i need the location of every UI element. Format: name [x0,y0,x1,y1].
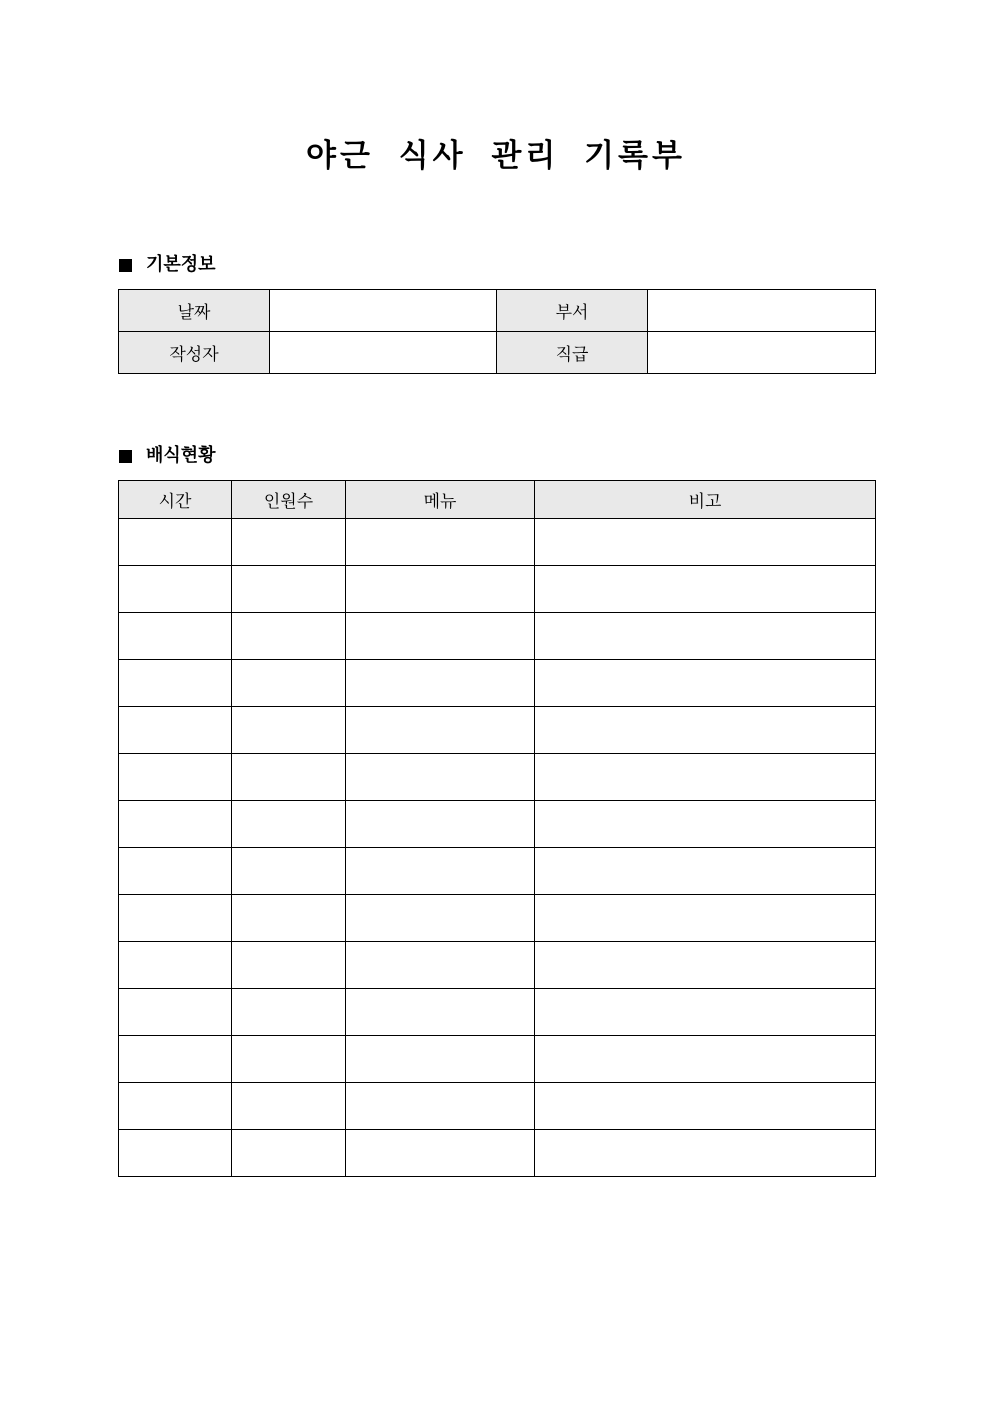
table-row [119,660,876,707]
time-cell[interactable] [119,1036,232,1083]
headcount-cell[interactable] [232,613,346,660]
menu-cell[interactable] [346,613,535,660]
square-bullet-icon [119,259,132,272]
menu-cell[interactable] [346,895,535,942]
menu-cell[interactable] [346,1036,535,1083]
headcount-cell[interactable] [232,942,346,989]
menu-cell[interactable] [346,1083,535,1130]
column-header-remarks: 비고 [535,481,876,519]
time-cell[interactable] [119,519,232,566]
time-cell[interactable] [119,660,232,707]
column-header-time: 시간 [119,481,232,519]
time-cell[interactable] [119,801,232,848]
headcount-cell[interactable] [232,1130,346,1177]
menu-cell[interactable] [346,1130,535,1177]
meal-status-table [118,480,876,1177]
position-label: 직급 [497,332,648,374]
menu-cell[interactable] [346,848,535,895]
basic-info-row [119,332,876,374]
table-row [119,895,876,942]
menu-cell[interactable] [346,754,535,801]
department-label: 부서 [497,290,648,332]
remarks-cell[interactable] [535,895,876,942]
basic-info-row [119,290,876,332]
meal-status-heading [119,444,216,468]
table-row [119,707,876,754]
headcount-cell[interactable] [232,801,346,848]
date-field[interactable] [270,290,497,332]
remarks-cell[interactable] [535,801,876,848]
remarks-cell[interactable] [535,613,876,660]
table-row [119,754,876,801]
basic-info-heading-label: 기본정보 [146,254,216,275]
basic-info-table [118,289,876,374]
table-row [119,1036,876,1083]
remarks-cell[interactable] [535,566,876,613]
time-cell[interactable] [119,989,232,1036]
table-header-row [119,481,876,519]
time-cell[interactable] [119,566,232,613]
remarks-cell[interactable] [535,519,876,566]
menu-cell[interactable] [346,519,535,566]
headcount-cell[interactable] [232,754,346,801]
remarks-cell[interactable] [535,942,876,989]
meal-status-heading-label: 배식현황 [146,445,216,466]
remarks-cell[interactable] [535,707,876,754]
table-row [119,566,876,613]
menu-cell[interactable] [346,660,535,707]
headcount-cell[interactable] [232,848,346,895]
time-cell[interactable] [119,1083,232,1130]
date-label: 날짜 [119,290,270,332]
menu-cell[interactable] [346,566,535,613]
headcount-cell[interactable] [232,895,346,942]
time-cell[interactable] [119,895,232,942]
table-row [119,1083,876,1130]
time-cell[interactable] [119,754,232,801]
remarks-cell[interactable] [535,660,876,707]
remarks-cell[interactable] [535,848,876,895]
column-header-menu: 메뉴 [346,481,535,519]
author-field[interactable] [270,332,497,374]
remarks-cell[interactable] [535,1083,876,1130]
time-cell[interactable] [119,942,232,989]
headcount-cell[interactable] [232,1036,346,1083]
menu-cell[interactable] [346,707,535,754]
remarks-cell[interactable] [535,1130,876,1177]
department-field[interactable] [648,290,876,332]
time-cell[interactable] [119,707,232,754]
meal-status-rows [119,519,876,1177]
table-row [119,519,876,566]
column-header-headcount: 인원수 [232,481,346,519]
time-cell[interactable] [119,613,232,660]
table-row [119,801,876,848]
remarks-cell[interactable] [535,754,876,801]
headcount-cell[interactable] [232,1083,346,1130]
time-cell[interactable] [119,1130,232,1177]
headcount-cell[interactable] [232,707,346,754]
basic-info-heading [119,253,216,277]
menu-cell[interactable] [346,801,535,848]
table-row [119,848,876,895]
menu-cell[interactable] [346,942,535,989]
table-row [119,613,876,660]
headcount-cell[interactable] [232,519,346,566]
square-bullet-icon [119,450,132,463]
headcount-cell[interactable] [232,566,346,613]
table-row [119,1130,876,1177]
remarks-cell[interactable] [535,989,876,1036]
menu-cell[interactable] [346,989,535,1036]
headcount-cell[interactable] [232,989,346,1036]
table-row [119,989,876,1036]
table-row [119,942,876,989]
time-cell[interactable] [119,848,232,895]
position-field[interactable] [648,332,876,374]
author-label: 작성자 [119,332,270,374]
headcount-cell[interactable] [232,660,346,707]
remarks-cell[interactable] [535,1036,876,1083]
page-title: 야근 식사 관리 기록부 [306,138,686,174]
